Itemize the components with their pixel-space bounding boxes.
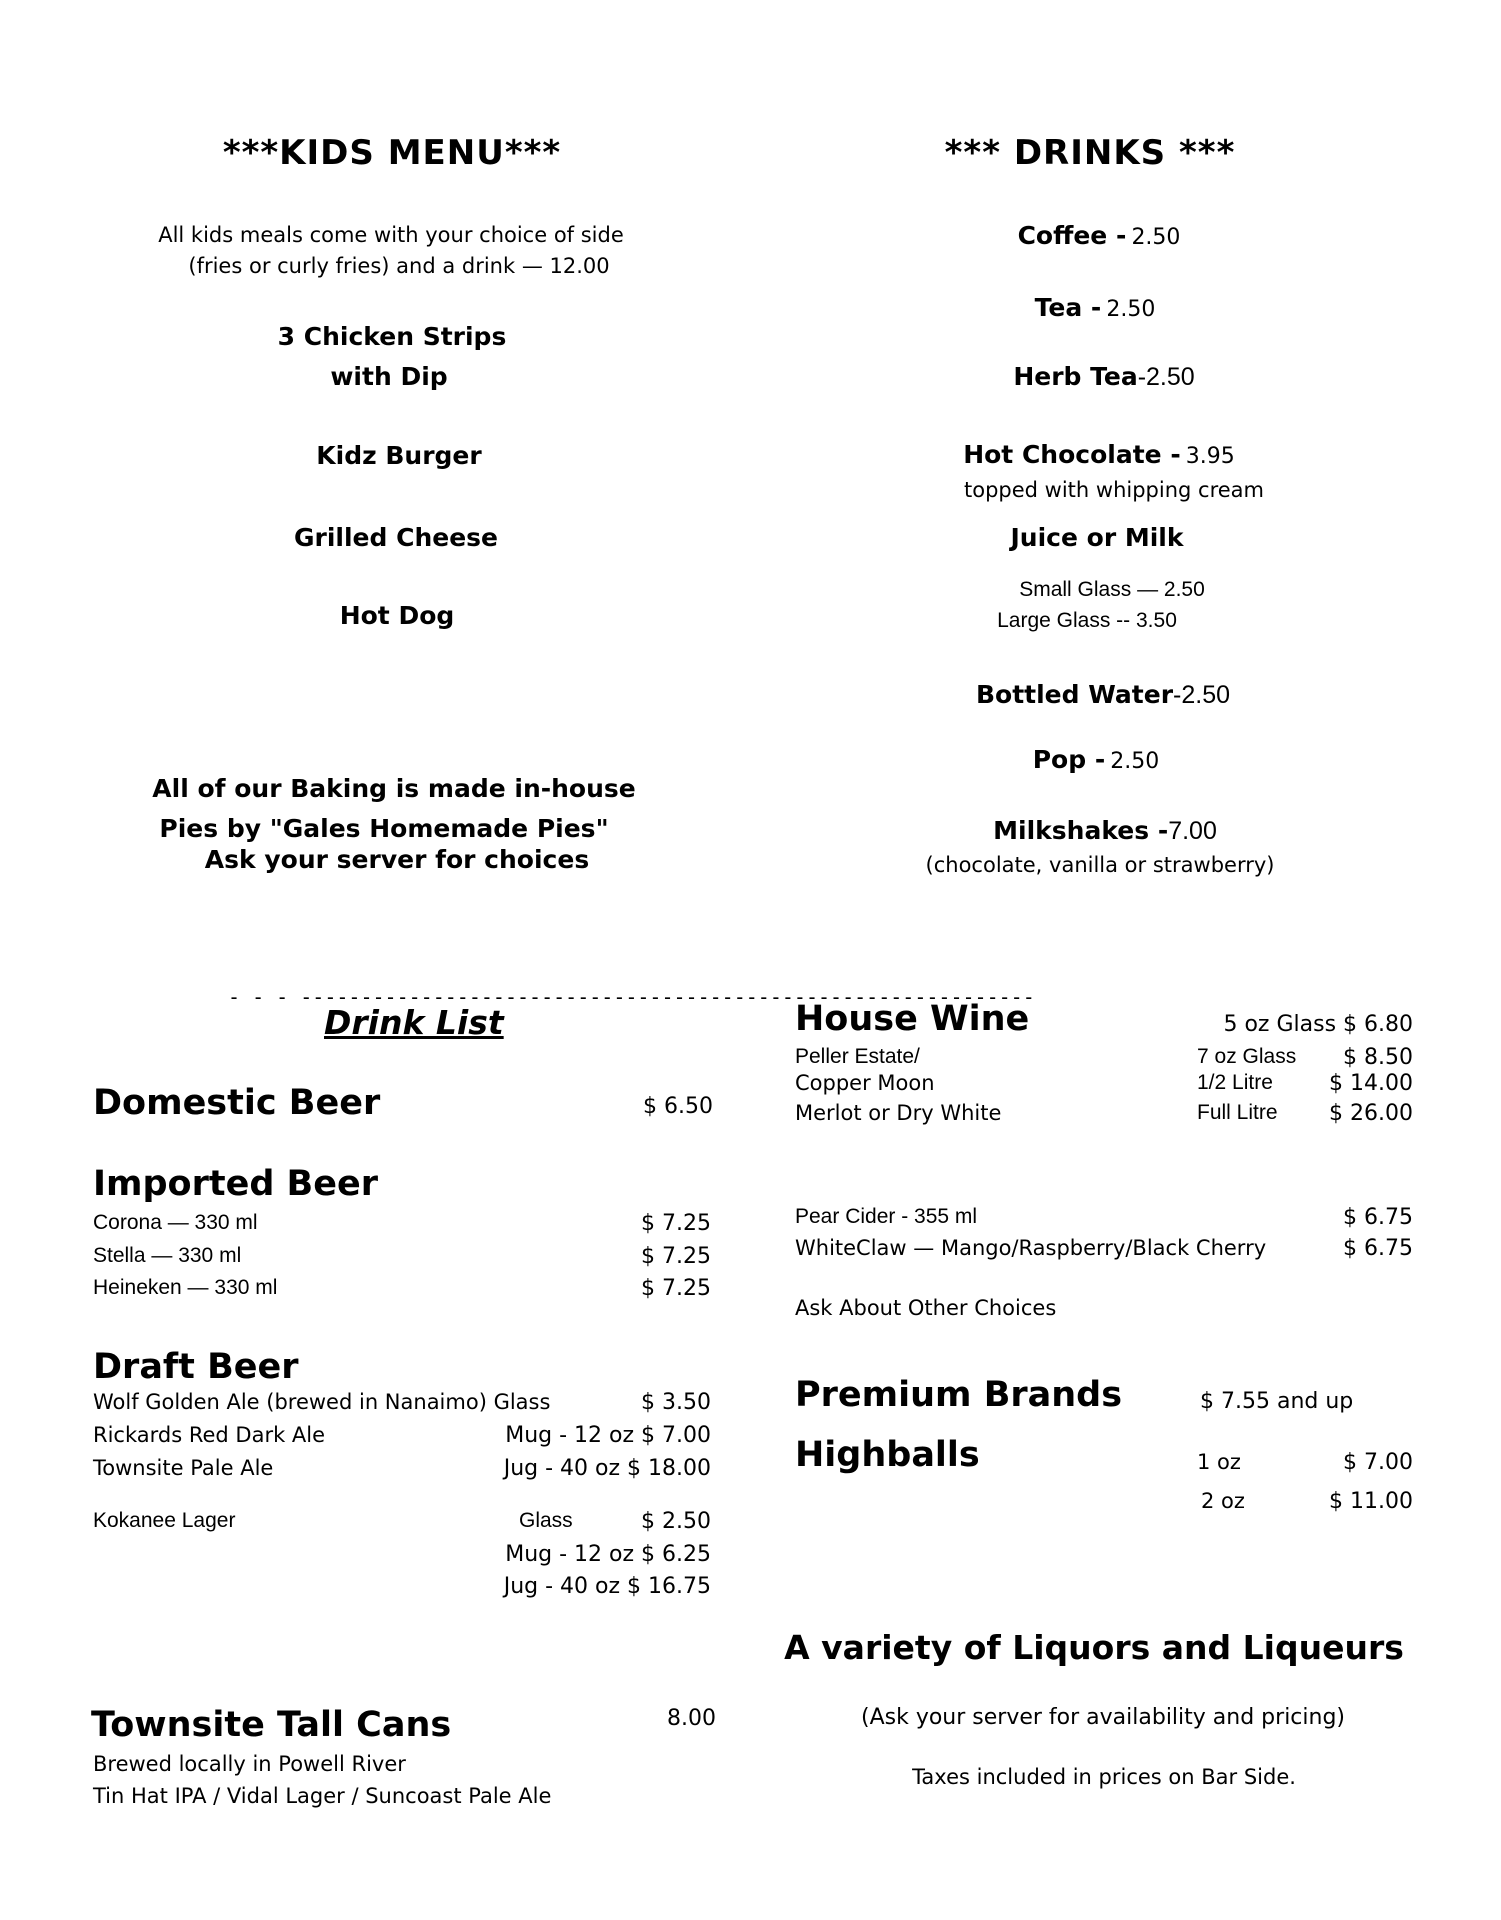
highballs-1oz-price: $ 7.00	[1343, 1450, 1413, 1475]
highballs-1oz: 1 oz	[1197, 1450, 1241, 1474]
coffee-name: Coffee -	[1017, 221, 1127, 250]
baking-line2: Pies by "Gales Homemade Pies"	[159, 814, 609, 843]
wine-size-full: Full Litre	[1197, 1101, 1278, 1124]
liquors-title: A variety of Liquors and Liqueurs	[784, 1628, 1404, 1667]
wine-line1: Peller Estate/	[795, 1045, 920, 1068]
kokanee-glass-label: Glass	[519, 1509, 573, 1532]
house-wine-heading: House Wine	[795, 999, 1030, 1039]
water-name: Bottled Water	[975, 680, 1174, 709]
liquors-note: (Ask your server for availability and pricing)	[861, 1705, 1345, 1730]
imported-row-corona: Corona — 330 ml	[93, 1211, 258, 1234]
draft-row-rickards: Rickards Red Dark Ale	[93, 1423, 326, 1447]
drink-milkshakes	[993, 816, 1217, 846]
herb-tea-price: -2.50	[1137, 363, 1195, 391]
pear-cider-price: $ 6.75	[1343, 1205, 1413, 1230]
milkshakes-note: (chocolate, vanilla or strawberry)	[925, 853, 1275, 877]
baking-line1: All of our Baking is made in-house	[152, 774, 636, 803]
hot-chocolate-price: 3.95	[1185, 444, 1235, 469]
milkshakes-price: 7.00	[1168, 817, 1217, 845]
section-divider: - - - -------------------------------------------------------------	[228, 985, 1035, 1009]
milkshakes-name: Milkshakes -	[993, 816, 1169, 845]
draft-row-townsite: Townsite Pale Ale	[93, 1456, 274, 1480]
kids-intro-line2: (fries or curly fries) and a drink — 12.00	[188, 254, 610, 278]
wine-five-oz: 5 oz Glass $ 6.80	[1223, 1012, 1413, 1037]
drink-tea	[1035, 293, 1156, 322]
whiteclaw-price: $ 6.75	[1343, 1236, 1413, 1261]
imported-price-stella: $ 7.25	[641, 1244, 711, 1269]
highballs-2oz: 2 oz	[1201, 1489, 1245, 1513]
imported-price-heineken: $ 7.25	[641, 1276, 711, 1301]
imported-row-stella: Stella — 330 ml	[93, 1244, 242, 1267]
highballs-2oz-price: $ 11.00	[1329, 1489, 1413, 1514]
draft-row-kokanee: Kokanee Lager	[93, 1509, 236, 1532]
juice-small: Small Glass — 2.50	[1019, 578, 1205, 601]
kids-item-burger: Kidz Burger	[316, 441, 482, 470]
drink-hot-chocolate	[963, 440, 1235, 469]
kokanee-glass-price: $ 2.50	[641, 1509, 711, 1534]
hot-chocolate-name: Hot Chocolate -	[963, 440, 1181, 469]
tall-cans-line2: Tin Hat IPA / Vidal Lager / Suncoast Pale Ale	[93, 1784, 552, 1808]
herb-tea-name: Herb Tea	[1013, 362, 1138, 391]
drink-pop	[1033, 745, 1160, 774]
tall-cans-price: 8.00	[667, 1706, 716, 1731]
drink-water	[976, 680, 1230, 710]
tea-name: Tea -	[1034, 293, 1102, 322]
wine-line2: Copper Moon	[795, 1071, 935, 1095]
baking-line3: Ask your server for choices	[204, 845, 590, 874]
domestic-beer-heading: Domestic Beer	[93, 1083, 381, 1123]
wine-price-half: $ 14.00	[1329, 1071, 1413, 1096]
draft-price-townsite: Jug - 40 oz $ 18.00	[503, 1456, 711, 1481]
kids-item-hot-dog: Hot Dog	[339, 601, 455, 630]
highballs-heading: Highballs	[795, 1435, 980, 1475]
kids-item-with-dip: with Dip	[330, 362, 448, 391]
pop-price: 2.50	[1110, 749, 1160, 774]
tall-cans-line1: Brewed locally in Powell River	[93, 1752, 406, 1776]
wine-price-full: $ 26.00	[1329, 1101, 1413, 1126]
wine-size-half: 1/2 Litre	[1197, 1071, 1273, 1094]
pop-name: Pop -	[1032, 745, 1106, 774]
imported-beer-heading: Imported Beer	[93, 1164, 378, 1204]
juice-name: Juice or Milk	[1010, 523, 1184, 552]
taxes-note: Taxes included in prices on Bar Side.	[912, 1765, 1296, 1789]
draft-price-wolf: $ 3.50	[641, 1390, 711, 1415]
draft-beer-heading: Draft Beer	[93, 1347, 299, 1387]
imported-price-corona: $ 7.25	[641, 1211, 711, 1236]
premium-brands-heading: Premium Brands	[795, 1375, 1123, 1415]
tea-price: 2.50	[1106, 297, 1156, 322]
wine-price-7oz: $ 8.50	[1343, 1045, 1413, 1070]
kids-menu-title: ***KIDS MENU***	[222, 133, 562, 173]
kokanee-mug-price: Mug - 12 oz $ 6.25	[505, 1542, 711, 1567]
drink-herb-tea	[1013, 362, 1194, 392]
ask-other-choices: Ask About Other Choices	[795, 1296, 1057, 1320]
water-price: -2.50	[1173, 681, 1231, 709]
domestic-beer-price: $ 6.50	[643, 1094, 713, 1119]
kokanee-jug-price: Jug - 40 oz $ 16.75	[503, 1574, 711, 1599]
kids-intro-line1: All kids meals come with your choice of side	[158, 223, 624, 247]
imported-row-heineken: Heineken — 330 ml	[93, 1276, 278, 1299]
tall-cans-heading: Townsite Tall Cans	[91, 1705, 452, 1745]
wine-size-7oz: 7 oz Glass	[1197, 1045, 1297, 1068]
premium-brands-price: $ 7.55 and up	[1200, 1389, 1354, 1414]
drinks-title: *** DRINKS ***	[944, 133, 1236, 173]
coffee-price: 2.50	[1131, 225, 1181, 250]
draft-price-rickards: Mug - 12 oz $ 7.00	[505, 1423, 711, 1448]
kids-item-chicken-strips: 3 Chicken Strips	[277, 322, 507, 351]
draft-row-wolf: Wolf Golden Ale (brewed in Nanaimo) Glass	[93, 1390, 551, 1414]
drink-list-title: Drink List	[324, 1003, 504, 1042]
drink-coffee	[1018, 221, 1181, 250]
juice-large: Large Glass -- 3.50	[997, 609, 1177, 632]
whiteclaw-label: WhiteClaw — Mango/Raspberry/Black Cherry	[795, 1236, 1267, 1260]
wine-line3: Merlot or Dry White	[795, 1101, 1002, 1125]
hot-chocolate-note: topped with whipping cream	[964, 478, 1264, 502]
pear-cider-label: Pear Cider - 355 ml	[795, 1205, 978, 1228]
kids-item-grilled-cheese: Grilled Cheese	[293, 523, 499, 552]
